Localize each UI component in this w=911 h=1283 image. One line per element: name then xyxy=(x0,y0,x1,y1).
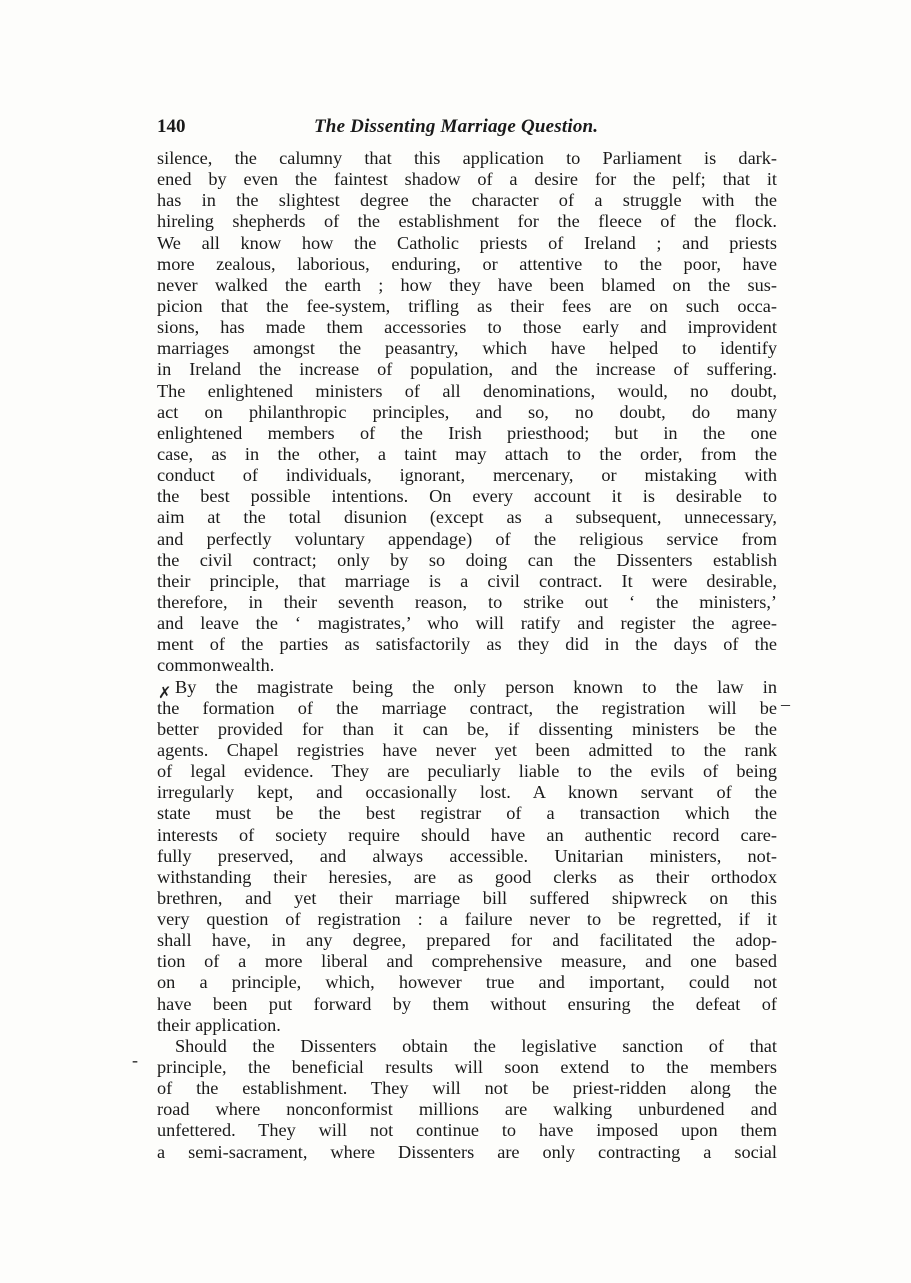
text-line: sions, has made them accessories to those early and improvident xyxy=(157,317,777,338)
text-line: a semi-sacrament, where Dissenters are only contracting a social xyxy=(157,1141,777,1162)
text-line: and perfectly voluntary appendage) of the religious service from xyxy=(157,528,777,549)
text-line: act on philanthropic principles, and so, no doubt, do many xyxy=(157,401,777,422)
text-line: road where nonconformist millions are walking unburdened and xyxy=(157,1099,777,1120)
text-line: fully preserved, and always accessible. Unitarian ministers, not- xyxy=(157,845,777,866)
text-line: their principle, that marriage is a civil contract. It were desirable, xyxy=(157,570,777,591)
text-line: more zealous, laborious, enduring, or attentive to the poor, have xyxy=(157,253,777,274)
handwritten-caret-mark: ✗ xyxy=(158,685,172,702)
text-line: the civil contract; only by so doing can the Dissenters establish xyxy=(157,549,777,570)
text-line: agents. Chapel registries have never yet been admitted to the rank xyxy=(157,739,777,760)
page-header xyxy=(157,116,777,142)
text-line: picion that the fee-system, trifling as their fees are on such occa- xyxy=(157,295,777,316)
margin-tick-mark: ‑ xyxy=(132,1050,138,1070)
text-line: silence, the calumny that this application to Parliament is dark- xyxy=(157,148,777,168)
text-line: hireling shepherds of the establishment for the fleece of the flock. xyxy=(157,211,777,232)
text-line: of the establishment. They will not be priest-ridden along the xyxy=(157,1078,777,1099)
margin-dash-mark: – xyxy=(781,694,790,714)
text-line: never walked the earth ; how they have been blamed on the sus- xyxy=(157,274,777,295)
text-line: tion of a more liberal and comprehensive measure, and one based xyxy=(157,951,777,972)
body-text xyxy=(157,148,777,1163)
text-line: have been put forward by them without ensuring the defeat of xyxy=(157,993,777,1014)
text-line: and leave the ‘ magistrates,’ who will ratify and register the agree- xyxy=(157,613,777,634)
text-line: shall have, in any degree, prepared for and facilitated the adop- xyxy=(157,930,777,951)
text-line: has in the slightest degree the character of a struggle with the xyxy=(157,190,777,211)
text-line: the best possible intentions. On every account it is desirable to xyxy=(157,486,777,507)
text-line: their application. xyxy=(157,1014,281,1035)
text-line: in Ireland the increase of population, and the increase of suffering. xyxy=(157,359,777,380)
text-line: aim at the total disunion (except as a subsequent, unnecessary, xyxy=(157,507,777,528)
text-line: Should the Dissenters obtain the legislative sanction of that xyxy=(175,1035,777,1056)
text-line: ment of the parties as satisfactorily as they did in the days of the xyxy=(157,634,777,655)
text-line: case, as in the other, a taint may attach to the order, from the xyxy=(157,443,777,464)
text-line: therefore, in their seventh reason, to strike out ‘ the ministers,’ xyxy=(157,591,777,612)
text-line: We all know how the Catholic priests of Ireland ; and priests xyxy=(157,232,777,253)
text-line: interests of society require should have an authentic record care- xyxy=(157,824,777,845)
text-line: marriages amongst the peasantry, which have helped to identify xyxy=(157,338,777,359)
text-line: the formation of the marriage contract, the registration will be xyxy=(157,697,777,718)
text-line: brethren, and yet their marriage bill suffered shipwreck on this xyxy=(157,887,777,908)
text-line: irregularly kept, and occasionally lost. A known servant of the xyxy=(157,782,777,803)
page-number: 140 xyxy=(157,116,186,137)
text-line: The enlightened ministers of all denominations, would, no doubt, xyxy=(157,380,777,401)
text-line: enlightened members of the Irish priesthood; but in the one xyxy=(157,422,777,443)
running-title: The Dissenting Marriage Question. xyxy=(314,116,599,137)
text-line: conduct of individuals, ignorant, mercenary, or mistaking with xyxy=(157,465,777,486)
text-line: unfettered. They will not continue to have imposed upon them xyxy=(157,1120,777,1141)
text-line: withstanding their heresies, are as good clerks as their orthodox xyxy=(157,866,777,887)
text-line: very question of registration : a failure never to be regretted, if it xyxy=(157,909,777,930)
text-line: of legal evidence. They are peculiarly liable to the evils of being xyxy=(157,761,777,782)
text-line: By the magistrate being the only person known to the law in xyxy=(175,676,777,697)
text-line: better provided for than it can be, if dissenting ministers be the xyxy=(157,718,777,739)
text-line: commonwealth. xyxy=(157,655,275,676)
text-line: ened by even the faintest shadow of a desire for the pelf; that it xyxy=(157,169,777,190)
text-line: state must be the best registrar of a transaction which the xyxy=(157,803,777,824)
text-line: principle, the beneficial results will soon extend to the members xyxy=(157,1057,777,1078)
text-line: on a principle, which, however true and important, could not xyxy=(157,972,777,993)
